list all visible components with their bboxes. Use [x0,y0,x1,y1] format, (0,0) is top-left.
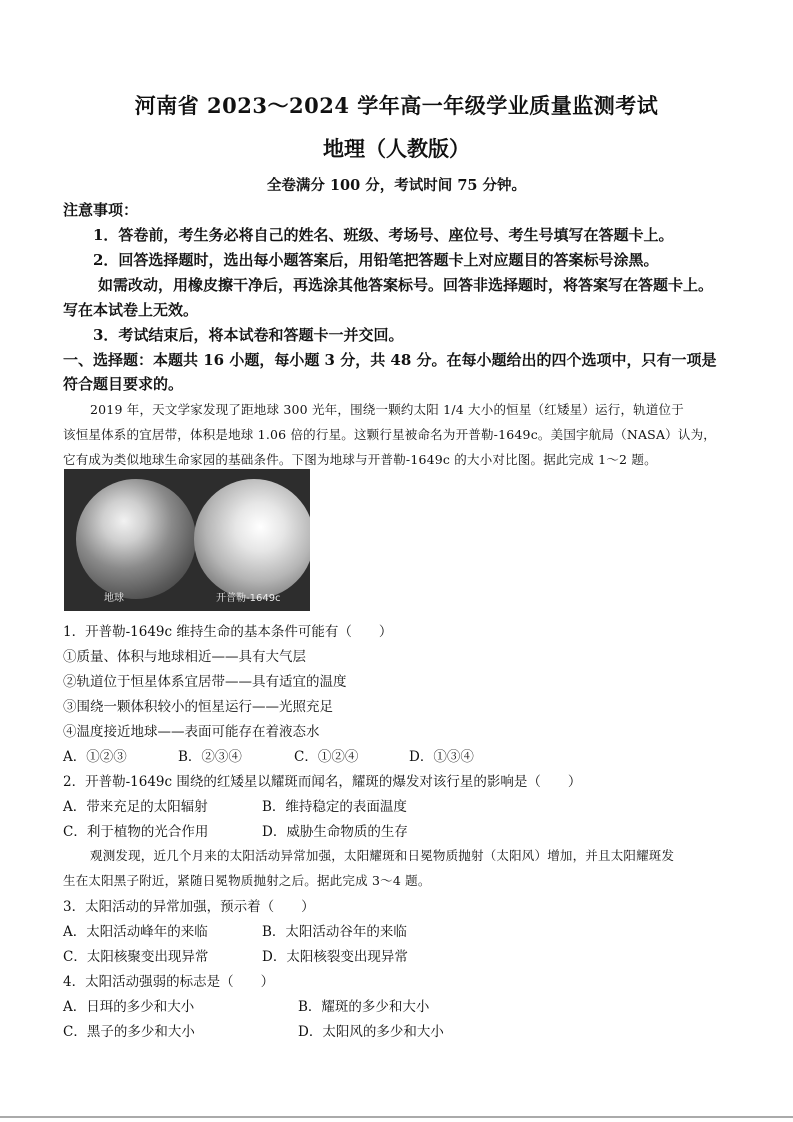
q1-statement-2: ②轨道位于恒星体系宜居带——具有适宜的温度 [63,674,347,690]
planet-comparison-figure [64,469,310,611]
passage-1-line-2: 该恒星体系的宜居带，体积是地球 1.06 倍的行星。这颗行星被命名为开普勒-1649c。美国宇航局（NASA）认为， [63,427,716,442]
kepler-1649c-image [194,479,310,599]
earth-label: 地球 [104,593,124,604]
q3-option-a: A．太阳活动峰年的来临 [63,924,208,940]
q2-stem: 2．开普勒-1649c 围绕的红矮星以耀斑而闻名，耀斑的爆发对该行星的影响是（ ） [63,774,582,790]
section-heading-cont: 符合题目要求的。 [63,375,184,393]
q2-option-b: B．维持稳定的表面温度 [262,799,407,815]
note-item-2-cont: 如需改动，用橡皮擦干净后，再选涂其他答案标号。回答非选择题时，将答案写在答题卡上。 [98,276,714,294]
note-item-1: 1．答卷前，考生务必将自己的姓名、班级、考场号、座位号、考生号填写在答题卡上。 [93,226,674,244]
q1-option-c: C．①②④ [294,749,359,765]
q4-option-c: C．黑子的多少和大小 [63,1024,195,1040]
q2-option-a: A．带来充足的太阳辐射 [63,799,208,815]
q3-stem: 3．太阳活动的异常加强，预示着（ ） [63,899,315,915]
q3-option-b: B．太阳活动谷年的来临 [262,924,407,940]
section-heading: 一、选择题：本题共 16 小题，每小题 3 分，共 48 分。在每小题给出的四个选项中，只有一项是 [63,351,717,369]
q2-option-d: D．威胁生命物质的生存 [262,824,408,840]
page-bottom-rule [0,1116,793,1118]
q4-stem: 4．太阳活动强弱的标志是（ ） [63,974,275,990]
q1-option-d: D．①③④ [409,749,474,765]
q4-option-a: A．日珥的多少和大小 [63,999,195,1015]
q3-option-c: C．太阳核聚变出现异常 [63,949,209,965]
q4-option-d: D．太阳风的多少和大小 [298,1024,444,1040]
exam-title: 河南省 2023～2024 学年高一年级学业质量监测考试 [134,93,659,118]
q2-option-c: C．利于植物的光合作用 [63,824,209,840]
note-item-3: 3．考试结束后，将本试卷和答题卡一并交回。 [93,326,404,344]
note-item-2: 2．回答选择题时，选出每小题答案后，用铅笔把答题卡上对应题目的答案标号涂黑。 [93,251,659,269]
passage-1-line-1: 2019 年，天文学家发现了距地球 300 光年，围绕一颗约太阳 1/4 大小的恒星（红矮星）运行，轨道位于 [90,402,684,417]
q1-statement-4: ④温度接近地球——表面可能存在着液态水 [63,724,320,740]
notes-heading: 注意事项： [63,201,139,219]
q1-option-b: B．②③④ [178,749,242,765]
q3-option-d: D．太阳核裂变出现异常 [262,949,408,965]
earth-image [76,479,196,599]
q1-statement-3: ③围绕一颗体积较小的恒星运行——光照充足 [63,699,333,715]
note-item-2-end: 写在本试卷上无效。 [63,301,199,319]
q4-option-b: B．耀斑的多少和大小 [298,999,430,1015]
q1-statement-1: ①质量、体积与地球相近——具有大气层 [63,649,306,665]
kepler-label: 开普勒-1649c [216,593,281,604]
exam-info: 全卷满分 100 分，考试时间 75 分钟。 [266,177,527,194]
passage-2-line-2: 生在太阳黑子附近，紧随日冕物质抛射之后。据此完成 3～4 题。 [63,873,431,888]
q1-option-a: A．①②③ [63,749,127,765]
passage-2-line-1: 观测发现，近几个月来的太阳活动异常加强，太阳耀斑和日冕物质抛射（太阳风）增加，并且太阳耀斑发 [90,848,675,863]
passage-1-line-3: 它有成为类似地球生命家园的基础条件。下图为地球与开普勒-1649c 的大小对比图。据此完成 1～2 题。 [63,452,657,467]
q1-stem: 1．开普勒-1649c 维持生命的基本条件可能有（ ） [63,624,393,640]
subject-title: 地理（人教版） [323,136,470,161]
